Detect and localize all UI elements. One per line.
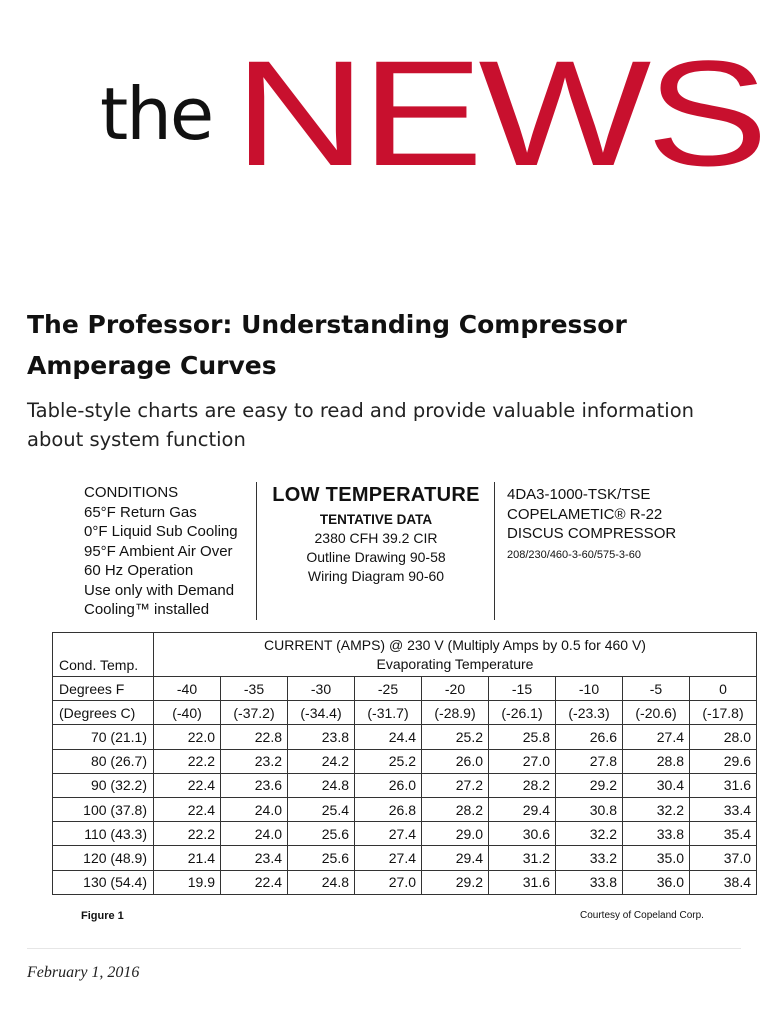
amperage-cell: 23.2 (221, 749, 288, 773)
degrees-c-cell: (-34.4) (288, 701, 355, 725)
degrees-c-cell: (-23.3) (556, 701, 623, 725)
tentative-data-label: TENTATIVE DATA (319, 512, 433, 527)
amperage-cell: 36.0 (623, 870, 690, 894)
amperage-cell: 26.8 (355, 797, 422, 821)
article-subtitle: Table-style charts are easy to read and provide valuable information about system function (27, 399, 694, 451)
logo-news-text: NEWS (234, 29, 764, 197)
cond-temp-cell: 130 (54.4) (53, 870, 154, 894)
conditions-heading: CONDITIONS (84, 484, 179, 501)
condition-line: 95°F Ambient Air Over (84, 542, 233, 560)
cond-temp-cell: 90 (32.2) (53, 773, 154, 797)
article-divider (27, 948, 741, 949)
amperage-cell: 35.0 (623, 846, 690, 870)
divider-line (256, 482, 257, 620)
conditions-block (84, 483, 238, 620)
degrees-c-row (53, 701, 757, 725)
degrees-f-cell: -30 (288, 677, 355, 701)
amperage-cell: 25.2 (422, 725, 489, 749)
amperage-cell: 29.2 (556, 773, 623, 797)
model-line: COPELAMETIC® R-22 (507, 505, 663, 523)
amperage-cell: 29.2 (422, 870, 489, 894)
amperage-cell: 28.8 (623, 749, 690, 773)
amperage-cell: 28.2 (489, 773, 556, 797)
degrees-c-cell: (-17.8) (690, 701, 757, 725)
amperage-cell: 25.2 (355, 749, 422, 773)
amperage-cell: 25.6 (288, 822, 355, 846)
degrees-f-label: Degrees F (53, 677, 154, 701)
amperage-cell: 27.4 (355, 846, 422, 870)
figure-courtesy: Courtesy of Copeland Corp. (580, 910, 704, 921)
divider-line (494, 482, 495, 620)
amperage-cell: 24.0 (221, 822, 288, 846)
degrees-f-cell: -5 (623, 677, 690, 701)
amperage-cell: 38.4 (690, 870, 757, 894)
amperage-cell: 22.0 (154, 725, 221, 749)
table-row (53, 822, 757, 846)
degrees-f-cell: -40 (154, 677, 221, 701)
table-header-row (53, 633, 757, 677)
low-temp-line: 2380 CFH 39.2 CIR (314, 530, 438, 546)
publish-date: February 1, 2016 (27, 964, 140, 981)
amperage-cell: 30.6 (489, 822, 556, 846)
cond-temp-cell: 120 (48.9) (53, 846, 154, 870)
degrees-f-cell: 0 (690, 677, 757, 701)
article-title: The Professor: Understanding Compressor Amperage Curves (27, 310, 627, 380)
current-header-line2: Evaporating Temperature (376, 655, 534, 672)
cond-temp-cell: 80 (26.7) (53, 749, 154, 773)
amperage-cell: 24.4 (355, 725, 422, 749)
amperage-cell: 22.4 (221, 870, 288, 894)
amperage-cell: 21.4 (154, 846, 221, 870)
amperage-cell: 19.9 (154, 870, 221, 894)
degrees-f-cell: -35 (221, 677, 288, 701)
degrees-f-row (53, 677, 757, 701)
amperage-cell: 30.4 (623, 773, 690, 797)
condition-line: Use only with Demand (84, 581, 235, 599)
table-row (53, 725, 757, 749)
cond-temp-cell: 100 (37.8) (53, 797, 154, 821)
amperage-cell: 33.8 (623, 822, 690, 846)
amperage-cell: 29.0 (422, 822, 489, 846)
current-header-line1: CURRENT (AMPS) @ 230 V (Multiply Amps by 0.5 for 460 V) (264, 636, 646, 653)
amperage-cell: 28.0 (690, 725, 757, 749)
amperage-cell: 25.8 (489, 725, 556, 749)
amperage-cell: 31.6 (690, 773, 757, 797)
amperage-cell: 26.0 (355, 773, 422, 797)
amperage-cell: 24.8 (288, 870, 355, 894)
amperage-cell: 33.2 (556, 846, 623, 870)
cond-temp-cell: 70 (21.1) (53, 725, 154, 749)
degrees-c-cell: (-20.6) (623, 701, 690, 725)
degrees-f-cell: -20 (422, 677, 489, 701)
figure-caption: Figure 1 (81, 910, 124, 922)
table-row (53, 773, 757, 797)
amperage-cell: 25.4 (288, 797, 355, 821)
amperage-cell: 22.2 (154, 822, 221, 846)
amperage-cell: 24.0 (221, 797, 288, 821)
degrees-c-cell: (-28.9) (422, 701, 489, 725)
low-temp-heading: LOW TEMPERATURE (272, 484, 480, 506)
degrees-f-cell: -15 (489, 677, 556, 701)
table-row (53, 846, 757, 870)
amperage-cell: 32.2 (623, 797, 690, 821)
amperage-cell: 30.8 (556, 797, 623, 821)
low-temp-block (258, 482, 494, 586)
amperage-cell: 22.4 (154, 797, 221, 821)
figure-amperage-table (0, 476, 768, 936)
amperage-cell: 23.8 (288, 725, 355, 749)
amperage-cell: 27.0 (355, 870, 422, 894)
table-row (53, 797, 757, 821)
amperage-cell: 31.6 (489, 870, 556, 894)
logo-the-text: the (100, 72, 213, 156)
amperage-cell: 23.4 (221, 846, 288, 870)
cond-temp-header-cell (53, 633, 154, 677)
degrees-f-cell: -10 (556, 677, 623, 701)
amperage-cell: 32.2 (556, 822, 623, 846)
condition-line: 60 Hz Operation (84, 562, 194, 579)
condition-line: Cooling™ installed (84, 601, 210, 618)
degrees-c-cell: (-26.1) (489, 701, 556, 725)
amperage-cell: 27.2 (422, 773, 489, 797)
model-block (507, 485, 676, 564)
amperage-cell: 22.2 (154, 749, 221, 773)
amperage-cell: 25.6 (288, 846, 355, 870)
model-line: DISCUS COMPRESSOR (507, 525, 677, 542)
degrees-c-cell: (-31.7) (355, 701, 422, 725)
degrees-c-cell: (-40) (154, 701, 221, 725)
model-voltages: 208/230/460-3-60/575-3-60 (507, 548, 641, 561)
table-row (53, 749, 757, 773)
amperage-cell: 27.4 (623, 725, 690, 749)
amperage-cell: 35.4 (690, 822, 757, 846)
low-temp-line: Wiring Diagram 90-60 (307, 568, 445, 584)
current-header-cell (154, 633, 757, 677)
amperage-cell: 24.2 (288, 749, 355, 773)
amperage-cell: 33.4 (690, 797, 757, 821)
cond-temp-cell: 110 (43.3) (53, 822, 154, 846)
degrees-c-label: (Degrees C) (53, 701, 154, 725)
amperage-cell: 27.0 (489, 749, 556, 773)
amperage-cell: 37.0 (690, 846, 757, 870)
low-temp-line: Outline Drawing 90-58 (306, 549, 446, 565)
amperage-table (52, 632, 757, 895)
site-logo[interactable] (100, 29, 764, 197)
condition-line: 0°F Liquid Sub Cooling (84, 523, 238, 540)
amperage-cell: 22.4 (154, 773, 221, 797)
condition-line: 65°F Return Gas (84, 503, 197, 521)
amperage-cell: 26.0 (422, 749, 489, 773)
model-line: 4DA3-1000-TSK/TSE (507, 486, 651, 503)
amperage-cell: 33.8 (556, 870, 623, 894)
amperage-cell: 27.8 (556, 749, 623, 773)
amperage-cell: 24.8 (288, 773, 355, 797)
amperage-cell: 27.4 (355, 822, 422, 846)
amperage-cell: 29.4 (489, 797, 556, 821)
degrees-c-cell: (-37.2) (221, 701, 288, 725)
amperage-cell: 22.8 (221, 725, 288, 749)
amperage-cell: 31.2 (489, 846, 556, 870)
degrees-f-cell: -25 (355, 677, 422, 701)
table-row (53, 870, 757, 894)
amperage-cell: 23.6 (221, 773, 288, 797)
amperage-cell: 26.6 (556, 725, 623, 749)
amperage-cell: 29.4 (422, 846, 489, 870)
amperage-cell: 29.6 (690, 749, 757, 773)
amperage-cell: 28.2 (422, 797, 489, 821)
cond-temp-header: Cond. Temp. (59, 657, 139, 673)
